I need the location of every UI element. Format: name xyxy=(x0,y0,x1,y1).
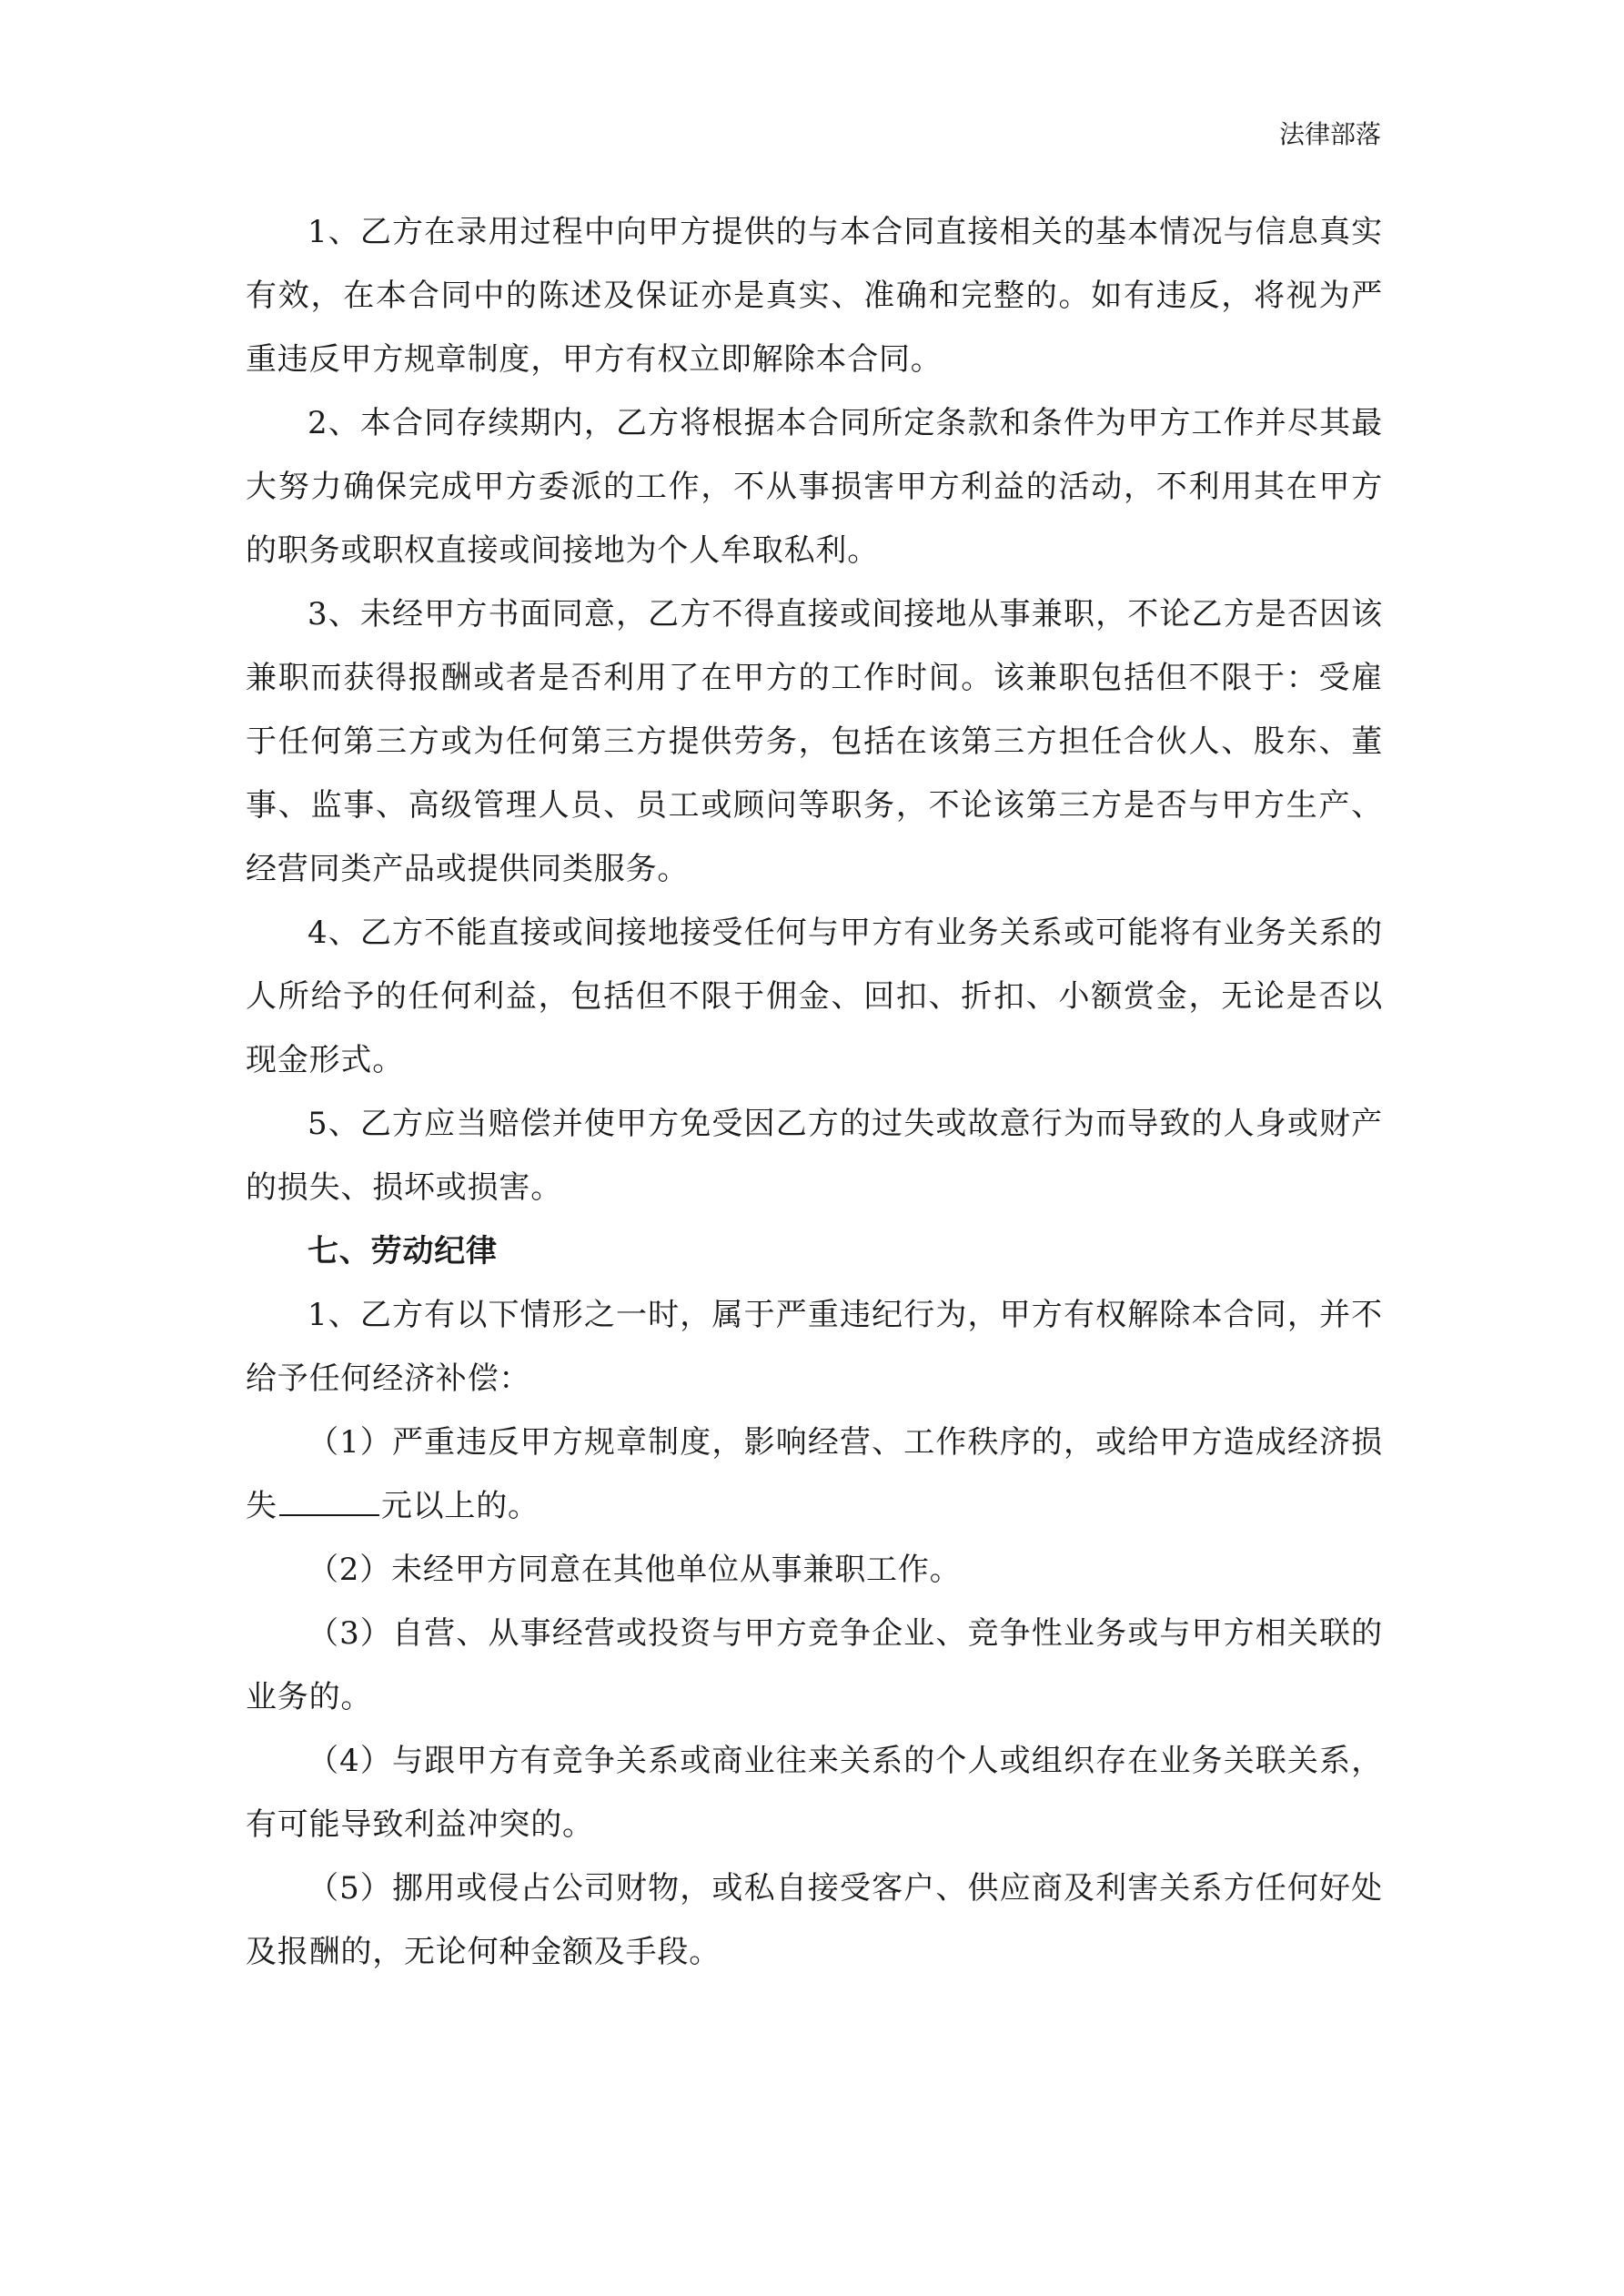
clause-6-1: 1、乙方在录用过程中向甲方提供的与本合同直接相关的基本情况与信息真实有效，在本合同中的陈述及保证亦是真实、准确和完整的。如有违反，将视为严重违反甲方规章制度，甲方有权立即解除本合同。 xyxy=(246,214,1383,378)
section-7-item-5: （5）挪用或侵占公司财物，或私自接受客户、供应商及利害关系方任何好处及报酬的，无论何种金额及手段。 xyxy=(246,1870,1383,1970)
section-7-item-1 xyxy=(246,1411,1383,1538)
clause-6-4: 4、乙方不能直接或间接地接受任何与甲方有业务关系或可能将有业务关系的人所给予的任何利益，包括但不限于佣金、回扣、折扣、小额赏金，无论是否以现金形式。 xyxy=(246,915,1383,1078)
page-header-label: 法律部落 xyxy=(1278,119,1381,149)
clause-6-5: 5、乙方应当赔偿并使甲方免受因乙方的过失或故意行为而导致的人身或财产的损失、损坏或损害。 xyxy=(246,1106,1383,1206)
clause-6-2: 2、本合同存续期内，乙方将根据本合同所定条款和条件为甲方工作并尽其最大努力确保完成甲方委派的工作，不从事损害甲方利益的活动，不利用其在甲方的职务或职权直接或间接地为个人牟取私利。 xyxy=(246,405,1383,569)
item-1-text-before: （1）严重违反甲方规章制度，影响经营、工作秩序的，或给甲方造成经济损失 xyxy=(246,1424,1383,1524)
section-7-intro: 1、乙方有以下情形之一时，属于严重违纪行为，甲方有权解除本合同，并不给予任何经济补偿： xyxy=(246,1297,1383,1397)
amount-blank-line xyxy=(279,1483,379,1516)
section-7-item-3: （3）自营、从事经营或投资与甲方竞争企业、竞争性业务或与甲方相关联的业务的。 xyxy=(246,1615,1383,1715)
clause-6-3: 3、未经甲方书面同意，乙方不得直接或间接地从事兼职，不论乙方是否因该兼职而获得报酬或者是否利用了在甲方的工作时间。该兼职包括但不限于：受雇于任何第三方或为任何第三方提供劳务，包括在该第三方担任合伙人、股东、董事、监事、高级管理人员、员工或顾问等职务，不论该第三方是否与甲方生产、经营同类产品或提供同类服务。 xyxy=(246,596,1383,887)
section-7-heading: 七、劳动纪律 xyxy=(308,1233,498,1269)
item-1-text-after: 元以上的。 xyxy=(380,1488,540,1524)
document-body xyxy=(246,200,1383,1984)
section-7-item-4: （4）与跟甲方有竞争关系或商业往来关系的个人或组织存在业务关联关系，有可能导致利益冲突的。 xyxy=(246,1743,1383,1843)
section-7-item-2: （2）未经甲方同意在其他单位从事兼职工作。 xyxy=(308,1552,962,1588)
